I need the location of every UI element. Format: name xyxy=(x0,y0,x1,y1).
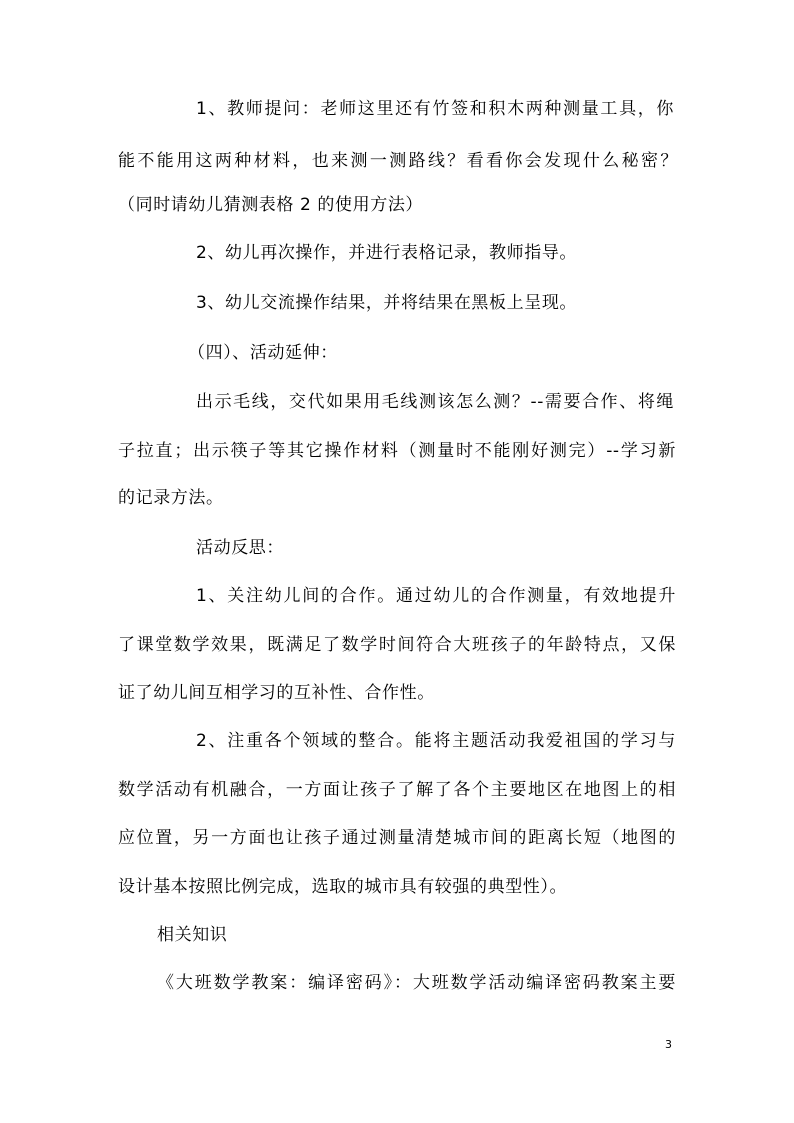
paragraph-line-11 xyxy=(196,585,676,607)
paragraph-line-8 xyxy=(118,440,676,462)
paragraph-line-15 xyxy=(118,779,676,801)
line-text: （同时请幼儿猜测表格 2 的使用方法） xyxy=(118,195,424,215)
paragraph-line-17 xyxy=(118,876,618,898)
paragraph-line-1 xyxy=(196,98,674,120)
paragraph-line-5 xyxy=(196,292,596,314)
line-text: 《大班数学教案：编译密码》：大班数学活动编译密码教案主要 xyxy=(157,973,676,993)
line-text: 证了幼儿间互相学习的互补性、合作性。 xyxy=(118,683,435,703)
paragraph-line-19 xyxy=(157,972,676,994)
line-text: 1、关注幼儿间的合作。通过幼儿的合作测量，有效地提升 xyxy=(196,586,676,606)
line-text: 出示毛线，交代如果用毛线测该怎么测？--需要合作、将绳 xyxy=(196,392,674,412)
paragraph-line-16 xyxy=(118,827,676,849)
line-text: 的记录方法。 xyxy=(118,488,224,508)
paragraph-line-12 xyxy=(118,634,676,656)
paragraph-line-13 xyxy=(118,682,478,704)
paragraph-line-7 xyxy=(196,391,674,413)
line-text: （四）、活动延伸： xyxy=(188,343,338,363)
line-text: 1、教师提问：老师这里还有竹签和积木两种测量工具，你 xyxy=(196,99,674,119)
line-text: 活动反思： xyxy=(196,538,284,558)
page-number: 3 xyxy=(665,1038,672,1051)
paragraph-line-2 xyxy=(118,150,678,172)
paragraph-line-9 xyxy=(118,487,318,509)
paragraph-line-3 xyxy=(118,194,448,216)
line-text: 子拉直；出示筷子等其它操作材料（测量时不能刚好测完）--学习新 xyxy=(118,441,676,461)
section-heading-extension xyxy=(188,342,388,364)
line-text: 相关知识 xyxy=(157,925,228,945)
line-text: 设计基本按照比例完成，选取的城市具有较强的典型性）。 xyxy=(118,877,568,897)
line-text: 了课堂数学效果，既满足了数学时间符合大班孩子的年龄特点，又保 xyxy=(118,635,676,655)
paragraph-line-4 xyxy=(196,242,596,264)
section-heading-reflection xyxy=(196,537,396,559)
line-text: 应位置，另一方面也让孩子通过测量清楚城市间的距离长短（地图的 xyxy=(118,828,676,848)
line-text: 2、注重各个领域的整合。能将主题活动我爱祖国的学习与 xyxy=(196,731,676,751)
section-heading-related xyxy=(157,924,357,946)
paragraph-line-14 xyxy=(196,730,676,752)
line-text: 数学活动有机融合，一方面让孩子了解了各个主要地区在地图上的相 xyxy=(118,780,676,800)
line-text: 3、幼儿交流操作结果，并将结果在黑板上呈现。 xyxy=(196,293,578,313)
line-text: 2、幼儿再次操作，并进行表格记录，教师指导。 xyxy=(196,243,578,263)
line-text: 能不能用这两种材料，也来测一测路线？看看你会发现什么秘密？ xyxy=(118,151,678,171)
